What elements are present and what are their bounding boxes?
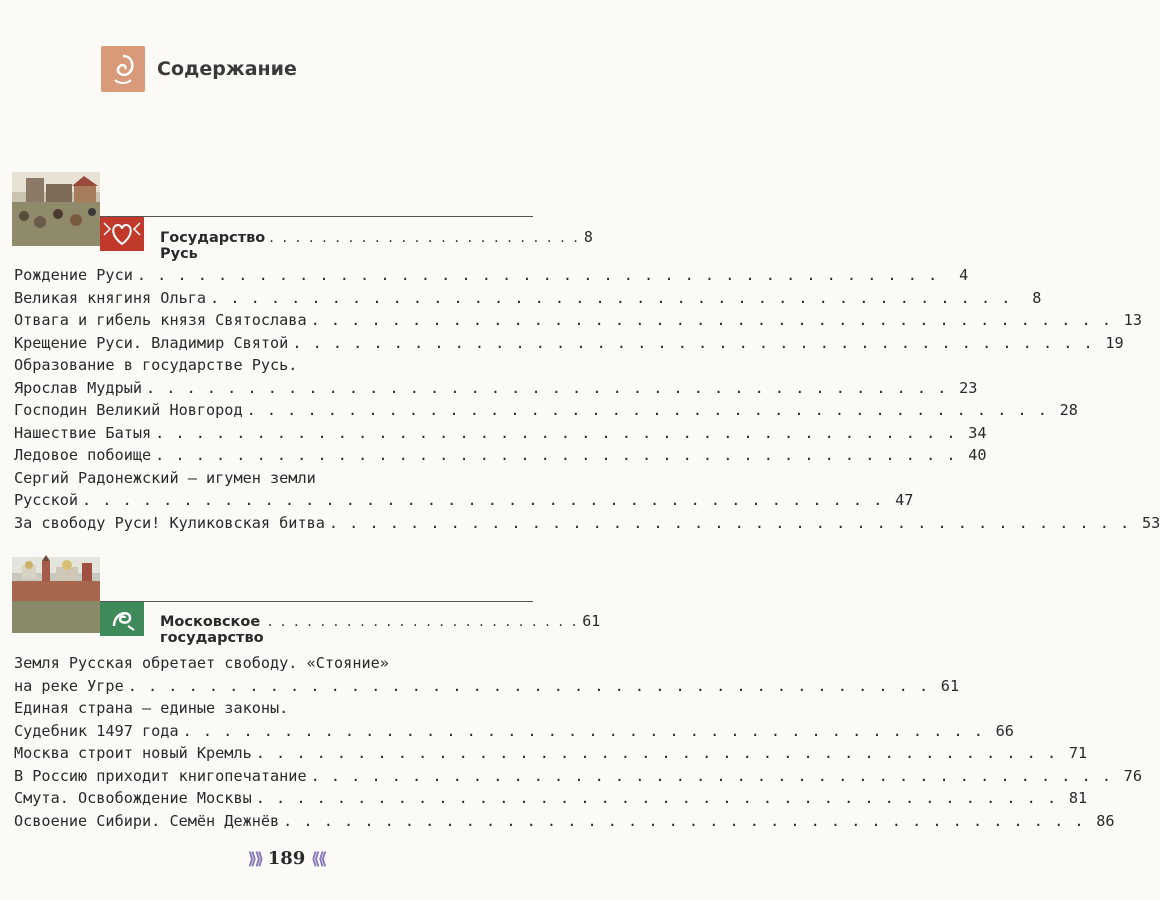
- toc-entry-title: Крещение Руси. Владимир Святой: [14, 333, 289, 352]
- leader-dots: . . . . . . . . . . . . . . . . . . . . . . . . . . . . . . . . . . . . . . . .: [155, 446, 957, 464]
- leaf-ornament-icon: [100, 602, 144, 636]
- leader-dots: . . . . . . . . . . . . . . . . . . . . . . . . . . . . . . . . . . . . . . . .: [210, 288, 1012, 307]
- leader-dots: . . . . . . . . . . . . . . . . . . . . . . . . . . . . . . . . . . . . . . . .: [310, 311, 1112, 329]
- toc-entry-page: 81: [1068, 789, 1088, 807]
- leader-dots: . . . . . . . . . . . . . . . . . . . . . . . . . . . . . . . . . . . . . . . .: [155, 423, 957, 442]
- toc-row: [14, 377, 978, 400]
- section-heading-gosudarstvo-rus: [160, 228, 593, 262]
- toc-entry-title: Господин Великий Новгород: [14, 401, 243, 419]
- section-title: Московское государство: [160, 614, 264, 646]
- section-page: 61: [582, 612, 601, 630]
- toc-entry-page: 86: [1096, 811, 1115, 830]
- toc-entry-title: Русской: [14, 491, 79, 509]
- toc-row: [14, 742, 1088, 765]
- spiral-ornament-icon: [101, 46, 145, 92]
- leader-dots: . . . . . . . . . . . . . . . . . . . . . . . . . . . . . . . . . . . . . . . .: [283, 811, 1085, 830]
- leader-dots: . . . . . . . . . . . . . . . . . . . . . . . .: [267, 614, 579, 630]
- toc-row: [14, 354, 535, 377]
- section-divider: [100, 601, 533, 602]
- toc-entry-title: Судебник 1497 года: [14, 721, 179, 740]
- toc-row: [14, 489, 914, 512]
- page-title: Содержание: [157, 58, 297, 80]
- section-page: 8: [583, 228, 593, 246]
- toc-row: [14, 422, 987, 445]
- toc-entry-title: В Россию приходит книгопечатание: [14, 766, 307, 785]
- leader-dots: . . . . . . . . . . . . . . . . . . . . . . . . . . . . . . . . . . . . . . . .: [182, 721, 984, 740]
- toc-entry-page: 40: [968, 446, 987, 464]
- leader-dots: . . . . . . . . . . . . . . . . . . . . . . . . . . . . . . . . . . . . . . . .: [82, 491, 884, 509]
- section-divider: [100, 216, 533, 217]
- toc-entry-title: Ледовое побоище: [14, 446, 152, 464]
- leader-dots: . . . . . . . . . . . . . . . . . . . . . . . . . . . . . . . . . . . . . . . .: [255, 789, 1058, 807]
- section-illustration-moscow-kremlin: [12, 557, 100, 605]
- toc-entry-page: 76: [1123, 766, 1142, 785]
- leader-dots: . . . . . . . . . . . . . . . . . . . . . . . . . . . . . . . . . . . . . . . .: [292, 333, 1094, 352]
- toc-entry-title: Образование в государстве Русь.: [14, 356, 298, 374]
- section-illustration-kievan-rus: [12, 172, 100, 222]
- toc-entry-title: Великая княгиня Ольга: [14, 288, 207, 307]
- toc-entry-page: 4: [959, 266, 969, 284]
- toc-entry-page: 47: [895, 491, 914, 509]
- leader-dots: . . . . . . . . . . . . . . . . . . . . . . . . . . . . . . . . . . . . . . . .: [255, 744, 1058, 762]
- toc-entry-title: на реке Угре: [14, 676, 124, 695]
- leader-dots: . . . . . . . . . . . . . . . . . . . . . . . .: [269, 230, 580, 246]
- toc-entry-page: 13: [1123, 311, 1142, 329]
- toc-entry-title: Сергий Радонежский — игумен земли: [14, 468, 316, 487]
- toc-list-section-1: [14, 264, 1160, 534]
- page-number: 189: [267, 848, 306, 869]
- toc-entry-page: 28: [1059, 401, 1078, 419]
- toc-row: [14, 332, 1124, 355]
- toc-row: [14, 720, 1014, 743]
- page-number-footer: [0, 848, 573, 869]
- toc-row: [14, 810, 1115, 833]
- toc-entry-page: 71: [1068, 744, 1088, 762]
- leader-dots: . . . . . . . . . . . . . . . . . . . . . . . . . . . . . . . . . . . . . . . .: [127, 676, 930, 695]
- toc-entry-title: Освоение Сибири. Семён Дежнёв: [14, 811, 280, 830]
- leader-dots: . . . . . . . . . . . . . . . . . . . . . . . . . . . . . . . . . . . . . . . .: [328, 513, 1131, 532]
- heart-ornament-icon: [100, 217, 144, 251]
- toc-row: [14, 697, 535, 720]
- toc-entry-page: 19: [1105, 333, 1124, 352]
- toc-entry-page: 34: [968, 423, 987, 442]
- toc-entry-page: 61: [940, 676, 960, 695]
- toc-row: [14, 652, 535, 675]
- toc-row: [14, 287, 1042, 310]
- toc-entry-title: Рождение Руси: [14, 266, 133, 284]
- toc-entry-title: Единая страна — единые законы.: [14, 699, 289, 717]
- left-ornament-icon: ⟫⟫: [247, 849, 262, 868]
- toc-row: [14, 787, 1088, 810]
- toc-entry-title: Ярослав Мудрый: [14, 378, 143, 397]
- toc-row: [14, 264, 969, 287]
- toc-row: [14, 399, 1078, 422]
- toc-entry-title: Москва строит новый Кремль: [14, 744, 252, 762]
- toc-row: [14, 675, 960, 698]
- section-title: Государство Русь: [160, 230, 266, 262]
- toc-list-section-2: [14, 652, 1142, 832]
- toc-row: [14, 467, 535, 490]
- toc-entry-title: За свободу Руси! Куликовская битва: [14, 513, 325, 532]
- toc-row: [14, 444, 987, 467]
- leader-dots: . . . . . . . . . . . . . . . . . . . . . . . . . . . . . . . . . . . . . . . .: [136, 266, 939, 284]
- toc-row: [14, 512, 1160, 535]
- toc-entry-title: Отвага и гибель князя Святослава: [14, 311, 307, 329]
- toc-row: [14, 765, 1142, 788]
- toc-entry-title: Нашествие Батыя: [14, 423, 152, 442]
- leader-dots: . . . . . . . . . . . . . . . . . . . . . . . . . . . . . . . . . . . . . . . .: [246, 401, 1048, 419]
- leader-dots: . . . . . . . . . . . . . . . . . . . . . . . . . . . . . . . . . . . . . . . .: [310, 766, 1112, 785]
- toc-row: [14, 309, 1142, 332]
- right-ornament-icon: ⟪⟪: [311, 849, 326, 868]
- toc-entry-page: 66: [995, 721, 1014, 740]
- toc-entry-title: Земля Русская обретает свободу. «Стояние»: [14, 654, 389, 672]
- toc-entry-page: 8: [1032, 288, 1042, 307]
- leader-dots: . . . . . . . . . . . . . . . . . . . . . . . . . . . . . . . . . . . . . . . .: [146, 378, 948, 397]
- section-heading-moskovskoe-gosudarstvo: [160, 612, 601, 646]
- toc-entry-page: 23: [959, 378, 978, 397]
- toc-entry-page: 53: [1141, 513, 1160, 532]
- toc-entry-title: Смута. Освобождение Москвы: [14, 789, 252, 807]
